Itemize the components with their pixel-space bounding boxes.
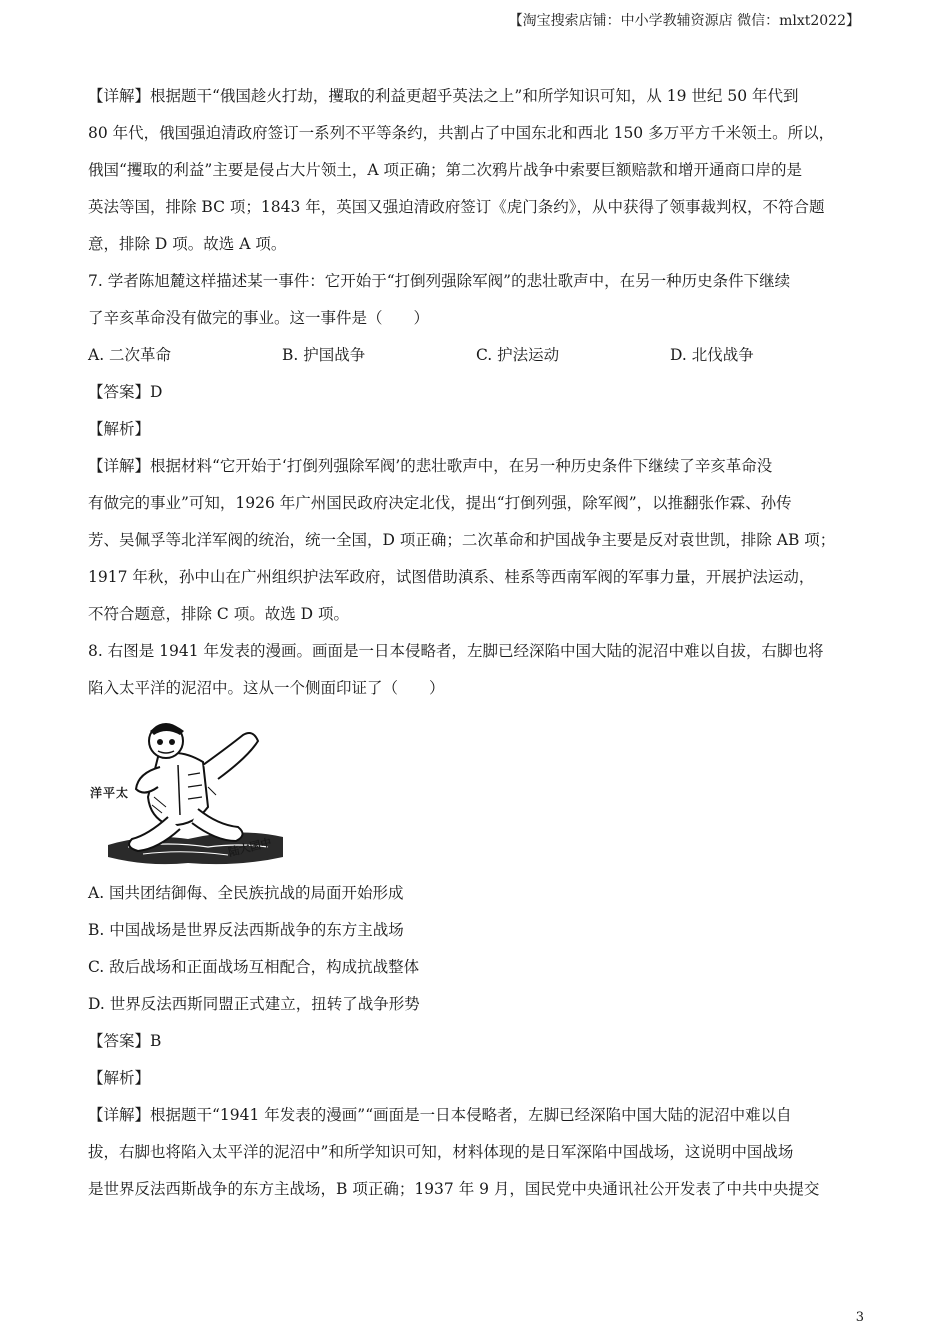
q6-detail-line: 俄国“攫取的利益”主要是侵占大片领土，A 项正确；第二次鸦片战争中索要巨额赔款和增开通商口岸的是	[88, 161, 802, 179]
page-number: 3	[855, 1310, 864, 1325]
q7-stem: 7. 学者陈旭麓这样描述某一事件：它开始于“打倒列强除军阀”的悲壮歌声中，在另一种历史条件下继续	[88, 272, 791, 290]
q7-detail-line: 有做完的事业”可知，1926 年广州国民政府决定北伐，提出“打倒列强，除军阀”，以推翻张作霖、孙传	[88, 494, 792, 512]
q6-detail-line: 英法等国，排除 BC 项；1843 年，英国又强迫清政府签订《虎门条约》，从中获得了领事裁判权，不符合题	[88, 198, 825, 216]
q7-option-a: A. 二次革命	[88, 346, 172, 364]
q6-detail-line: 意，排除 D 项。故选 A 项。	[88, 235, 287, 253]
q6-detail-line: 【详解】根据题干“俄国趁火打劫，攫取的利益更超乎英法之上”和所学知识可知，从 19 世纪 50 年代到	[88, 87, 799, 105]
q8-option-d: D. 世界反法西斯同盟正式建立，扭转了战争形势	[88, 995, 420, 1013]
china-mainland-label: 陆大国中	[227, 835, 273, 860]
q7-detail-line: 芳、吴佩孚等北洋军阀的统治，统一全国，D 项正确；二次革命和护国战争主要是反对袁世凯，排除 AB 项；	[88, 531, 836, 549]
q7-option-b: B. 护国战争	[282, 346, 366, 364]
q8-detail-line: 拔，右脚也将陷入太平洋的泥沼中”和所学知识可知，材料体现的是日军深陷中国战场，这说明中国战场	[88, 1143, 794, 1161]
q6-detail-line: 80 年代，俄国强迫清政府签订一系列不平等条约，共割占了中国东北和西北 150 多万平方千米领土。所以，	[88, 124, 835, 142]
q7-option-c: C. 护法运动	[476, 346, 560, 364]
q7-detail-line: 不符合题意，排除 C 项。故选 D 项。	[88, 605, 349, 623]
q7-detail-line: 1917 年秋，孙中山在广州组织护法军政府，试图借助滇系、桂系等西南军阀的军事力量，开展护法运动，	[88, 568, 815, 586]
page-content	[88, 78, 866, 1208]
q8-stem: 陷入太平洋的泥沼中。这从一个侧面印证了（ ）	[88, 679, 445, 697]
q8-stem: 8. 右图是 1941 年发表的漫画。画面是一日本侵略者，左脚已经深陷中国大陆的泥沼中难以自拔，右脚也将	[88, 642, 824, 660]
q8-option-a: A. 国共团结御侮、全民族抗战的局面开始形成	[88, 884, 404, 902]
q7-analysis: 【解析】	[88, 420, 151, 438]
q7-detail-line: 【详解】根据材料“它开始于‘打倒列强除军阀’的悲壮歌声中，在另一种历史条件下继续了辛亥革命没	[88, 457, 773, 475]
q8-option-b: B. 中国战场是世界反法西斯战争的东方主战场	[88, 921, 404, 939]
cartoon-figure	[88, 717, 288, 867]
q8-detail-line: 【详解】根据题干“1941 年发表的漫画”“画面是一日本侵略者，左脚已经深陷中国大陆的泥沼中难以自	[88, 1106, 792, 1124]
q7-stem: 了辛亥革命没有做完的事业。这一事件是（ ）	[88, 309, 430, 327]
header-note: 【淘宝搜索店铺：中小学教辅资源店 微信：mlxt2022】	[508, 13, 860, 29]
q8-option-c: C. 敌后战场和正面战场互相配合，构成抗战整体	[88, 958, 420, 976]
pacific-label: 洋平太	[90, 786, 130, 800]
q8-detail-line: 是世界反法西斯战争的东方主战场，B 项正确；1937 年 9 月，国民党中央通讯社公开发表了中共中央提交	[88, 1180, 820, 1198]
q7-answer: 【答案】D	[88, 383, 163, 401]
q7-options	[88, 337, 866, 374]
q7-option-d: D. 北伐战争	[670, 346, 754, 364]
q8-answer: 【答案】B	[88, 1032, 162, 1050]
q8-analysis: 【解析】	[88, 1069, 151, 1087]
